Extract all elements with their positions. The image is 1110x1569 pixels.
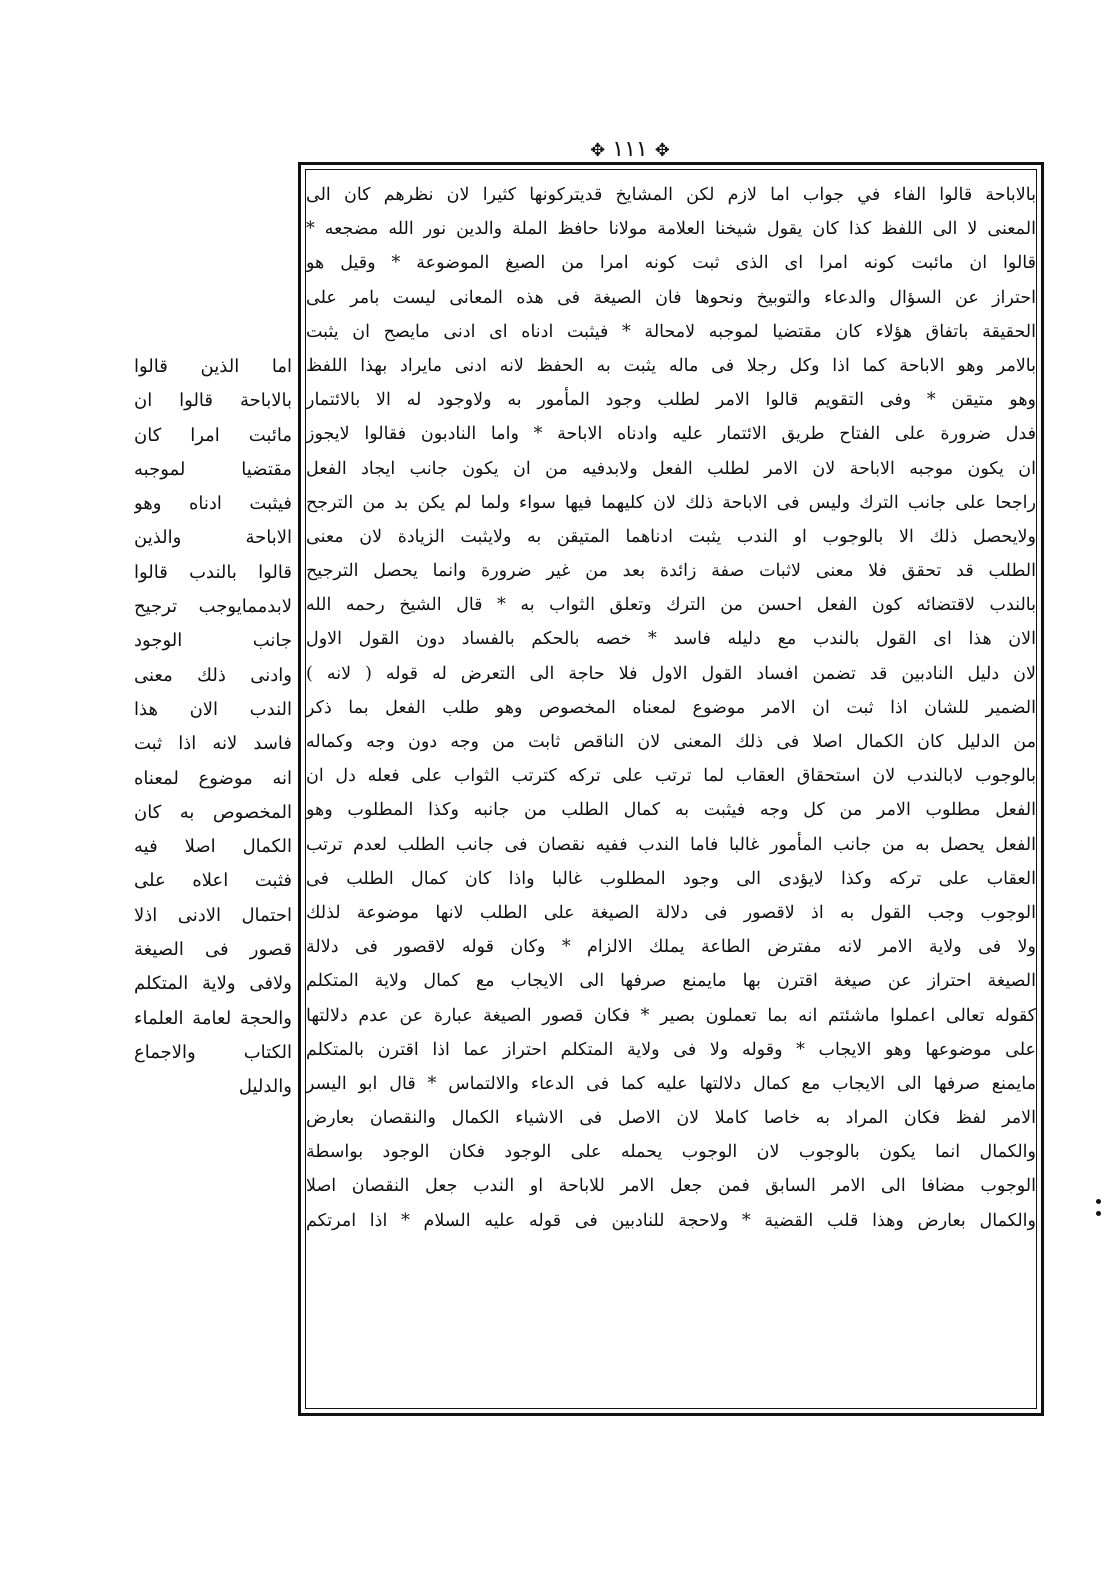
margin-text-line: فيثبت ادناه وهو <box>134 493 292 515</box>
margin-text-line: الكمال اصلا فيه <box>134 836 292 858</box>
main-text-column <box>306 178 1036 1238</box>
margin-text-line: فثبت اعلاه على <box>134 870 292 892</box>
main-text-line: العقاب على تركه وكذا لايؤدى الى وجود المطلوب غالبا واذا كان كمال الطلب فى <box>306 868 1036 889</box>
main-text-line: مايمنع صرفها الى الايجاب مع كمال دلالتها عليه كما فى الدعاء والالتماس * قال ابو اليسر <box>306 1073 1036 1094</box>
main-text-line: والكمال انما يكون بالوجوب لان الوجوب يحمله على الوجود فكان الوجود بواسطة <box>306 1142 1036 1163</box>
main-text-line: كقوله تعالى اعملوا ماشئتم انه بما تعملون بصير * فكان قصور الصيغة عبارة عن عدم دلالتها <box>306 1005 1036 1026</box>
margin-text-line: وادنى ذلك معنى <box>134 664 292 686</box>
main-text-line: على موضوعها وهو الايجاب * وقوله ولا فى ولاية المتكلم احتراز عما اذا اقترن بالمتكلم <box>306 1039 1036 1060</box>
main-text-line: الصيغة احتراز عن صيغة اقترن بها مايمنع صرفها الى الايجاب مع كمال ولاية المتكلم <box>306 971 1036 992</box>
main-text-line: من الدليل كان الكمال اصلا فى ذلك المعنى لان الناقص ثابت من وجه دون وجه وكماله <box>306 732 1036 752</box>
main-text-line: الحقيقة باتفاق هؤلاء كان مقتضيا لموجبه لامحالة * فيثبت ادناه اى ادنى مايصح ان يثبت <box>306 321 1036 342</box>
margin-text-line: المخصوص به كان <box>134 801 292 823</box>
main-text-line: بالامر وهو الاباحة كما اذا وكل رجلا فى ماله يثبت به الحفظ لانه ادنى مايراد بهذا اللفظ <box>306 355 1036 376</box>
main-text-line: الامر لفظ فكان المراد به خاصا كاملا لان الاصل فى الاشياء الكمال والنقصان بعارض <box>306 1108 1036 1129</box>
main-text-line: الوجوب مضافا الى الامر السابق فمن جعل الامر للاباحة او الندب جعل النقصان اصلا <box>306 1176 1036 1197</box>
edge-mark-icon <box>1096 1196 1104 1226</box>
main-text-line: بالاباحة قالوا الفاء في جواب اما لازم لكن المشايخ قديتركونها كثيرا لان نظرهم كان الى <box>306 185 1036 205</box>
margin-text-line: مائبت امرا كان <box>134 424 292 446</box>
main-text-line: وهو متيقن * وفى التقويم قالوا الامر لطلب وجود المأمور به ولاوجود له الا بالائتمار <box>306 390 1036 411</box>
main-text-line: فدل ضرورة على الفتاح طريق الائتمار عليه وادناه الاباحة * واما النادبون فقالوا لايجوز <box>306 424 1036 445</box>
margin-text-line: انه موضوع لمعناه <box>134 767 292 789</box>
main-text-line: الفعل يحصل به من جانب المأمور غالبا فاما الندب ففيه نقصان فى جانب الطلب لعدم ترتب <box>306 834 1036 855</box>
main-text-line: ان يكون موجبه الاباحة لان الامر لطلب الفعل ولابدفيه من ان يكون جانب ايجاد الفعل <box>306 458 1036 479</box>
main-text-line: الضمير للشان اذا ثبت ان الامر موضوع لمعناه المخصوص وهو طلب الفعل بما ذكر <box>306 697 1036 718</box>
main-text-line: والكمال بعارض وهذا قلب القضية * ولاحجة للنادبين فى قوله عليه السلام * اذا امرتكم <box>306 1210 1036 1231</box>
ornament-right-icon: ✥ <box>590 140 606 161</box>
margin-text-line: جانب الوجود <box>134 630 292 652</box>
margin-commentary-column <box>134 350 292 1105</box>
margin-text-line: الاباحة والذين <box>134 527 292 549</box>
margin-text-line: بالاباحة قالوا ان <box>134 390 292 412</box>
main-text-line: احتراز عن السؤال والدعاء والتوبيخ ونحوها فان الصيغة فى هذه المعانى ليست بامر على <box>306 287 1036 308</box>
main-text-line: ولايحصل ذلك الا بالوجوب او الندب يثبت ادناهما المتيقن به ولايثبت الزيادة لان معنى <box>306 526 1036 547</box>
main-text-line: الان هذا اى القول بالندب مع دليله فاسد * خصه بالحكم بالفساد دون القول الاول <box>306 629 1036 650</box>
main-text-line: المعنى لا الى اللفظ كذا كان يقول شيخنا العلامة مولانا حافظ الملة والدين نور الله مضجعه * <box>306 219 1036 240</box>
main-text-line: بالندب لاقتضائه كون الفعل احسن من الترك وتعلق الثواب به * قال الشيخ رحمه الله <box>306 595 1036 616</box>
margin-text-line: الندب الان هذا <box>134 698 292 720</box>
main-text-line: الطلب قد تحقق فلا معنى لاثبات صفة زائدة بعد من غير ضرورة وانما يحصل الترجيح <box>306 561 1036 582</box>
margin-text-line: مقتضيا لموجبه <box>134 458 292 480</box>
main-text-line: ولا فى ولاية الامر لانه مفترض الطاعة يملك الالزام * وكان قوله لاقصور فى دلالة <box>306 937 1036 958</box>
main-text-line: بالوجوب لابالندب لان استحقاق العقاب لما ترتب على تركه كترتب الثواب على فعله دل ان <box>306 766 1036 787</box>
margin-text-line: قصور فى الصيغة <box>134 939 292 961</box>
margin-text-line: اما الذين قالوا <box>134 356 292 377</box>
main-text-line: الوجوب وجب القول به اذ لاقصور فى دلالة الصيغة على الطلب لانها موضوعة لذلك <box>306 902 1036 923</box>
main-text-line: الفعل مطلوب الامر من كل وجه فيثبت به كمال الطلب من جانبه وكذا المطلوب وهو <box>306 800 1036 821</box>
margin-text-line: والحجة لعامة العلماء <box>134 1007 292 1029</box>
page-number-value: ١١١ <box>612 137 648 162</box>
margin-text-line: والدليل <box>238 1076 292 1098</box>
ornament-left-icon: ✥ <box>654 140 670 161</box>
margin-text-line: الكتاب والاجماع <box>134 1041 292 1063</box>
page-number <box>570 136 690 165</box>
margin-text-line: قالوا بالندب قالوا <box>134 561 292 583</box>
margin-text-line: ولافى ولاية المتكلم <box>134 973 292 995</box>
margin-text-line: لابدممايوجب ترجيح <box>134 596 292 618</box>
main-text-line: راجحا على جانب الترك وليس فى الاباحة ذلك لان كليهما فيها سواء ولما لم يكن بد من الترجح <box>306 492 1036 513</box>
margin-text-line: احتمال الادنى اذلا <box>134 904 292 926</box>
margin-text-line: فاسد لانه اذا ثبت <box>134 733 292 755</box>
main-text-line: لان دليل النادبين قد تضمن افساد القول الاول فلا حاجة الى التعرض له قوله ( لانه ) <box>306 663 1036 684</box>
main-text-line: قالوا ان مائبت كونه امرا اى الذى ثبت كونه امرا من الصيغ الموضوعة * وقيل هو <box>306 253 1036 274</box>
